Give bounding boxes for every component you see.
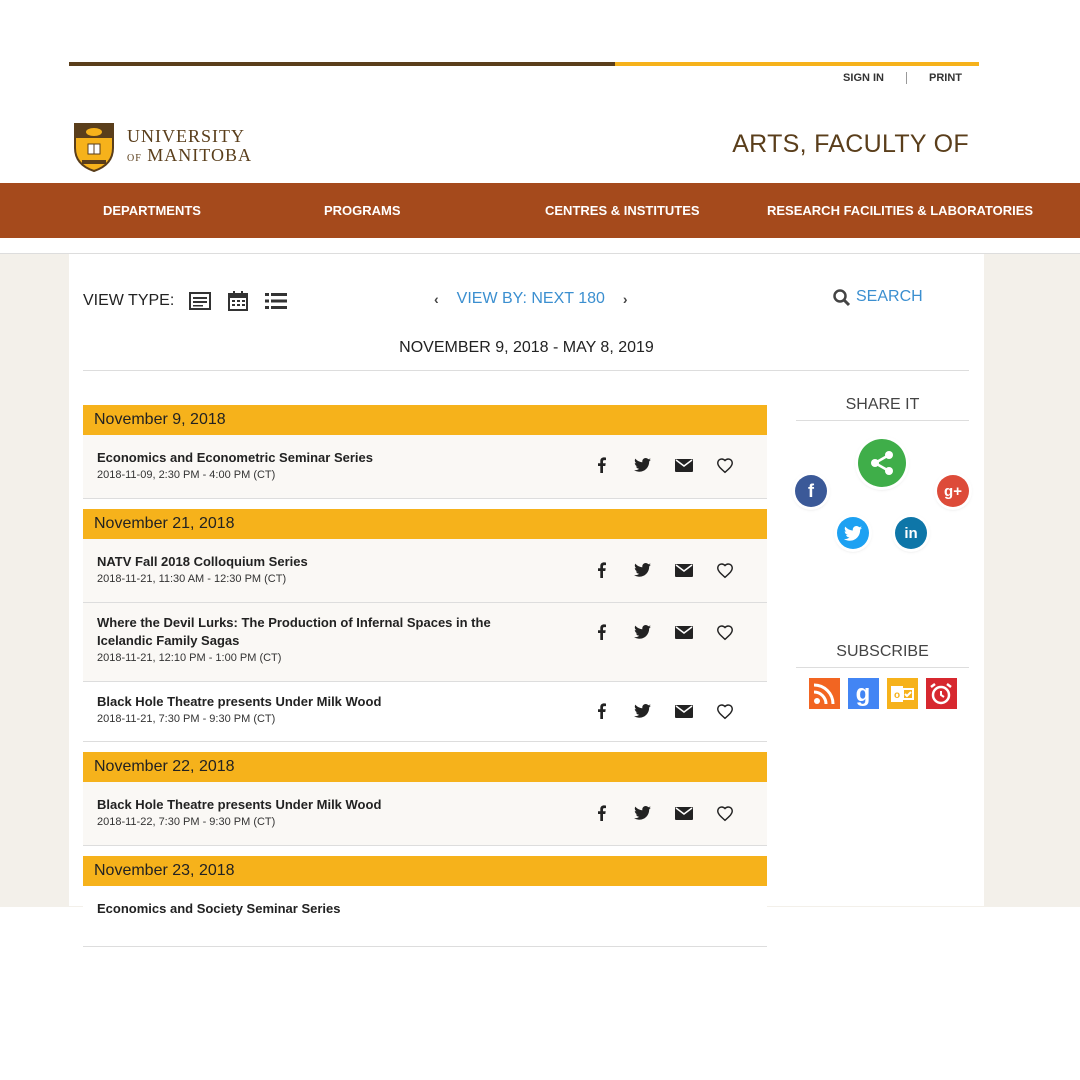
heart-favorite-icon[interactable] bbox=[704, 562, 745, 578]
event-title[interactable]: Black Hole Theatre presents Under Milk Wood bbox=[97, 797, 382, 812]
utility-divider bbox=[906, 72, 907, 84]
print-link[interactable]: PRINT bbox=[929, 72, 962, 84]
twitter-share-icon[interactable] bbox=[622, 458, 663, 472]
event-title[interactable]: Economics and Econometric Seminar Series bbox=[97, 450, 373, 465]
group-spacer bbox=[83, 742, 767, 752]
twitter-share-icon[interactable] bbox=[622, 625, 663, 639]
date-header: November 23, 2018 bbox=[83, 856, 767, 886]
event-title[interactable]: Where the Devil Lurks: The Production of Infernal Spaces in the Icelandic Family Sagas bbox=[97, 615, 491, 648]
nav-programs[interactable]: PROGRAMS bbox=[324, 203, 401, 218]
share-section bbox=[796, 396, 969, 421]
outlook-icon[interactable] bbox=[887, 678, 918, 709]
facebook-icon: f bbox=[808, 480, 814, 501]
view-calendar-icon[interactable] bbox=[226, 290, 250, 312]
top-accent-bar bbox=[69, 62, 979, 66]
event-time: 2018-11-21, 7:30 PM - 9:30 PM (CT) bbox=[97, 713, 276, 725]
twitter-share-icon[interactable] bbox=[622, 563, 663, 577]
rss-icon[interactable] bbox=[809, 678, 840, 709]
share-icon bbox=[869, 450, 895, 476]
share-heading: SHARE IT bbox=[796, 396, 969, 421]
twitter-share-icon[interactable] bbox=[622, 704, 663, 718]
event-row bbox=[83, 435, 767, 499]
event-time: 2018-11-21, 11:30 AM - 12:30 PM (CT) bbox=[97, 573, 287, 585]
event-title[interactable]: NATV Fall 2018 Colloquium Series bbox=[97, 554, 308, 569]
heart-favorite-icon[interactable] bbox=[704, 805, 745, 821]
university-logo[interactable] bbox=[73, 122, 252, 172]
event-time: 2018-11-22, 7:30 PM - 9:30 PM (CT) bbox=[97, 816, 276, 828]
twitter-share-button[interactable] bbox=[837, 517, 869, 549]
view-by-control bbox=[434, 290, 628, 308]
facebook-share-icon[interactable] bbox=[581, 805, 622, 821]
facebook-share-icon[interactable] bbox=[581, 703, 622, 719]
date-header: November 21, 2018 bbox=[83, 509, 767, 539]
event-row bbox=[83, 682, 767, 742]
view-list-detail-icon[interactable] bbox=[188, 290, 212, 312]
share-main-button[interactable] bbox=[858, 439, 906, 487]
divider bbox=[83, 370, 969, 371]
event-row bbox=[83, 782, 767, 846]
chevron-left-icon[interactable]: ‹ bbox=[434, 291, 439, 307]
chevron-right-icon[interactable]: › bbox=[622, 291, 628, 307]
event-row bbox=[83, 886, 767, 947]
date-header: November 9, 2018 bbox=[83, 405, 767, 435]
heart-favorite-icon[interactable] bbox=[704, 703, 745, 719]
twitter-icon bbox=[844, 526, 862, 541]
event-row bbox=[83, 603, 767, 682]
facebook-share-icon[interactable] bbox=[581, 562, 622, 578]
nav-centres-institutes[interactable]: CENTRES & INSTITUTES bbox=[545, 203, 700, 218]
accent-bar-gold bbox=[615, 62, 979, 66]
utility-links bbox=[843, 72, 962, 84]
email-share-icon[interactable] bbox=[663, 626, 704, 639]
search-button[interactable] bbox=[833, 288, 923, 306]
subscribe-heading: SUBSCRIBE bbox=[796, 643, 969, 668]
logo-manitoba-text: MANITOBA bbox=[147, 144, 252, 165]
facebook-share-icon[interactable] bbox=[581, 624, 622, 640]
calendar-panel bbox=[69, 254, 984, 916]
main-nav bbox=[0, 183, 1080, 238]
event-row bbox=[83, 539, 767, 603]
twitter-share-icon[interactable] bbox=[622, 806, 663, 820]
email-share-icon[interactable] bbox=[663, 807, 704, 820]
group-spacer bbox=[83, 499, 767, 509]
google-plus-share-button[interactable] bbox=[937, 475, 969, 507]
facebook-share-icon[interactable] bbox=[581, 457, 622, 473]
search-icon bbox=[833, 289, 850, 306]
facebook-share-button[interactable] bbox=[795, 475, 827, 507]
event-title[interactable]: Economics and Society Seminar Series bbox=[97, 901, 341, 916]
linkedin-share-button[interactable] bbox=[895, 517, 927, 549]
email-share-icon[interactable] bbox=[663, 705, 704, 718]
event-time: 2018-11-21, 12:10 PM - 1:00 PM (CT) bbox=[97, 652, 282, 664]
heart-favorite-icon[interactable] bbox=[704, 624, 745, 640]
event-title[interactable]: Black Hole Theatre presents Under Milk Wood bbox=[97, 694, 382, 709]
date-header: November 22, 2018 bbox=[83, 752, 767, 782]
google-calendar-icon[interactable]: g bbox=[848, 678, 879, 709]
view-list-icon[interactable] bbox=[264, 290, 288, 312]
subscribe-section bbox=[796, 643, 969, 709]
search-label: SEARCH bbox=[856, 288, 923, 305]
heart-favorite-icon[interactable] bbox=[704, 457, 745, 473]
logo-university-text: UNIVERSITY bbox=[127, 125, 245, 146]
google-plus-icon: g+ bbox=[944, 482, 962, 500]
logo-of-text: OF bbox=[127, 152, 142, 164]
alarm-reminder-icon[interactable] bbox=[926, 678, 957, 709]
nav-departments[interactable]: DEPARTMENTS bbox=[103, 203, 201, 218]
linkedin-icon: in bbox=[904, 524, 918, 542]
nav-research-facilities[interactable]: RESEARCH FACILITIES & LABORATORIES bbox=[767, 203, 1034, 218]
email-share-icon[interactable] bbox=[663, 564, 704, 577]
view-type-selector bbox=[83, 290, 288, 312]
faculty-title[interactable]: ARTS, FACULTY OF bbox=[732, 130, 969, 158]
date-range: NOVEMBER 9, 2018 - MAY 8, 2019 bbox=[399, 339, 654, 356]
group-spacer bbox=[83, 846, 767, 856]
email-share-icon[interactable] bbox=[663, 459, 704, 472]
crest-icon bbox=[73, 122, 115, 172]
view-type-label: VIEW TYPE: bbox=[83, 292, 175, 309]
accent-bar-brown bbox=[69, 62, 615, 66]
svg-text:o: o bbox=[893, 689, 901, 701]
event-list bbox=[83, 405, 767, 947]
sign-in-link[interactable]: SIGN IN bbox=[843, 72, 884, 84]
view-by-label[interactable]: VIEW BY: NEXT 180 bbox=[456, 290, 605, 307]
event-time: 2018-11-09, 2:30 PM - 4:00 PM (CT) bbox=[97, 469, 276, 481]
